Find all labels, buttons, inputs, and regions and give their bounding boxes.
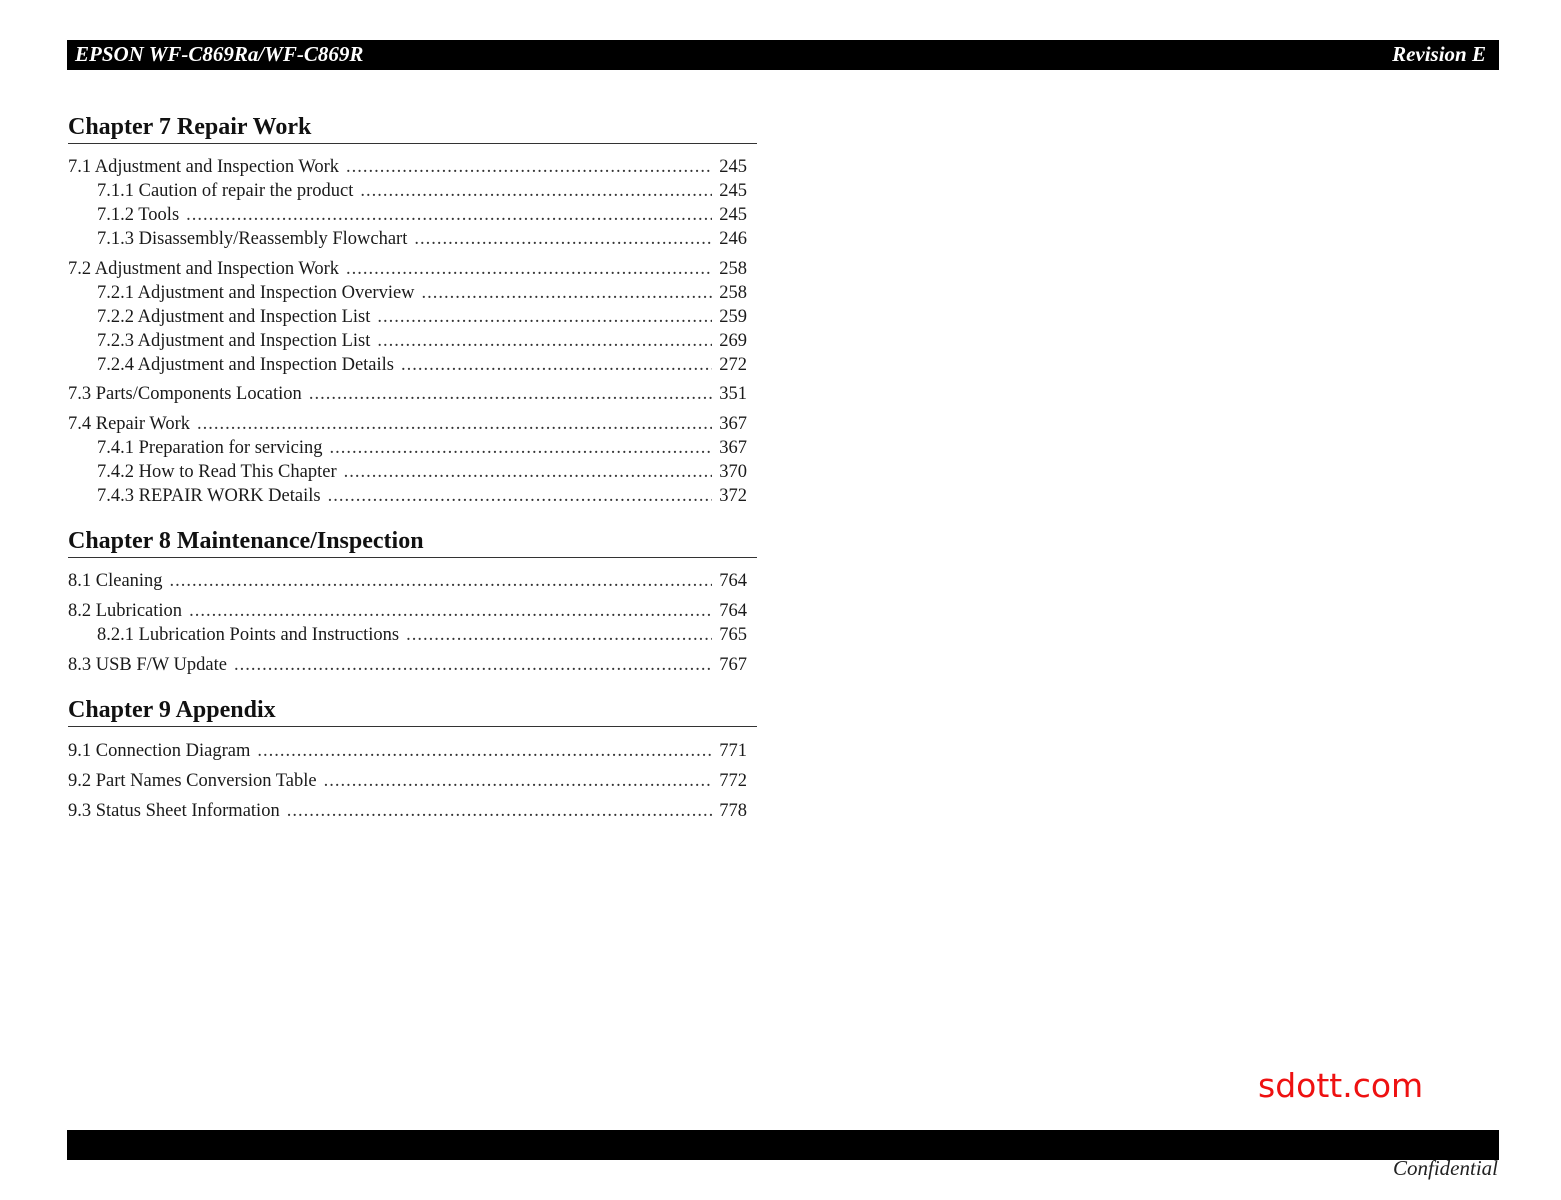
chapter-9-title: Chapter 9 Appendix: [68, 695, 757, 727]
document-model-title: EPSON WF-C869Ra/WF-C869R: [75, 42, 364, 66]
toc-page-number: 245: [719, 181, 747, 201]
chapter-8-title: Chapter 8 Maintenance/Inspection: [68, 526, 757, 558]
toc-entry-7-3[interactable]: [68, 382, 747, 406]
toc-entry-7-2-1[interactable]: [97, 281, 747, 305]
watermark-text: sdott.com: [1258, 1066, 1424, 1105]
toc-entry-9-1[interactable]: [68, 739, 747, 763]
toc-entry-text: 7.1 Adjustment and Inspection Work: [68, 157, 340, 177]
dot-leader: [401, 353, 712, 377]
toc-entry-text: 7.4.2 How to Read This Chapter: [97, 462, 337, 482]
toc-page-number: 370: [719, 462, 747, 482]
toc-entry-7-1-1[interactable]: [97, 179, 747, 203]
confidential-label: Confidential: [1393, 1156, 1498, 1180]
dot-leader: [422, 281, 713, 305]
dot-leader: [330, 436, 713, 460]
toc-entry-text: 7.4 Repair Work: [68, 414, 190, 434]
toc-entry-text: 9.1 Connection Diagram: [68, 741, 251, 761]
toc-entry-text: 7.1.3 Disassembly/Reassembly Flowchart: [97, 229, 408, 249]
toc-entry-8-2-1[interactable]: [97, 623, 747, 647]
dot-leader: [186, 203, 712, 227]
toc-entry-8-2[interactable]: [68, 599, 747, 623]
dot-leader: [377, 305, 712, 329]
dot-leader: [328, 484, 713, 508]
dot-leader: [406, 623, 712, 647]
toc-entry-7-1[interactable]: [68, 155, 747, 179]
dot-leader: [309, 382, 712, 406]
header-bar: [67, 40, 1499, 70]
toc-page-number: 258: [719, 259, 747, 279]
chapter-7-title: Chapter 7 Repair Work: [68, 112, 757, 144]
toc-entry-text: 7.2.2 Adjustment and Inspection List: [97, 307, 371, 327]
toc-page-number: 372: [719, 486, 747, 506]
toc-entry-7-2-3[interactable]: [97, 329, 747, 353]
dot-leader: [189, 599, 712, 623]
toc-page-number: 767: [719, 655, 747, 675]
toc-entry-text: 7.2 Adjustment and Inspection Work: [68, 259, 340, 279]
toc-entry-text: 7.4.3 REPAIR WORK Details: [97, 486, 321, 506]
footer-bar: [67, 1130, 1499, 1160]
toc-page-number: 765: [719, 625, 747, 645]
dot-leader: [324, 769, 713, 793]
dot-leader: [377, 329, 712, 353]
dot-leader: [234, 653, 712, 677]
toc-entry-7-1-3[interactable]: [97, 227, 747, 251]
toc-entry-7-4-2[interactable]: [97, 460, 747, 484]
toc-entry-7-4-1[interactable]: [97, 436, 747, 460]
toc-entry-7-2[interactable]: [68, 257, 747, 281]
toc-page-number: 246: [719, 229, 747, 249]
toc-entry-text: 7.3 Parts/Components Location: [68, 384, 302, 404]
dot-leader: [257, 739, 712, 763]
dot-leader: [287, 799, 713, 823]
toc-page-number: 269: [719, 331, 747, 351]
toc-entry-text: 7.2.4 Adjustment and Inspection Details: [97, 355, 394, 375]
toc-page-number: 367: [719, 414, 747, 434]
toc-entry-7-4[interactable]: [68, 412, 747, 436]
toc-page-number: 772: [719, 771, 747, 791]
toc-entry-8-1[interactable]: [68, 569, 747, 593]
revision-label: Revision E: [1392, 42, 1486, 66]
toc-entry-9-3[interactable]: [68, 799, 747, 823]
toc-entry-text: 7.1.2 Tools: [97, 205, 180, 225]
toc-entry-7-2-4[interactable]: [97, 353, 747, 377]
toc-page-number: 771: [719, 741, 747, 761]
toc-entry-text: 8.2.1 Lubrication Points and Instructions: [97, 625, 400, 645]
toc-entry-text: 7.1.1 Caution of repair the product: [97, 181, 354, 201]
toc-page-number: 351: [719, 384, 747, 404]
dot-leader: [346, 257, 712, 281]
dot-leader: [360, 179, 712, 203]
toc-entry-text: 7.2.3 Adjustment and Inspection List: [97, 331, 371, 351]
toc-entry-text: 9.2 Part Names Conversion Table: [68, 771, 317, 791]
toc-entry-text: 9.3 Status Sheet Information: [68, 801, 280, 821]
toc-entry-text: 8.2 Lubrication: [68, 601, 183, 621]
dot-leader: [346, 155, 712, 179]
toc-page-number: 778: [719, 801, 747, 821]
toc-entry-9-2[interactable]: [68, 769, 747, 793]
toc-page-number: 245: [719, 157, 747, 177]
dot-leader: [170, 569, 713, 593]
toc-page-number: 272: [719, 355, 747, 375]
toc-page-number: 764: [719, 571, 747, 591]
dot-leader: [344, 460, 713, 484]
toc-page-number: 259: [719, 307, 747, 327]
toc-entry-8-3[interactable]: [68, 653, 747, 677]
toc-entry-7-4-3[interactable]: [97, 484, 747, 508]
toc-page-number: 367: [719, 438, 747, 458]
toc-entry-text: 8.1 Cleaning: [68, 571, 163, 591]
toc-entry-text: 7.4.1 Preparation for servicing: [97, 438, 323, 458]
toc-page-number: 258: [719, 283, 747, 303]
toc-entry-text: 8.3 USB F/W Update: [68, 655, 227, 675]
dot-leader: [414, 227, 712, 251]
toc-page-number: 764: [719, 601, 747, 621]
toc-page-number: 245: [719, 205, 747, 225]
toc-entry-7-1-2[interactable]: [97, 203, 747, 227]
dot-leader: [197, 412, 712, 436]
toc-entry-text: 7.2.1 Adjustment and Inspection Overview: [97, 283, 415, 303]
toc-entry-7-2-2[interactable]: [97, 305, 747, 329]
